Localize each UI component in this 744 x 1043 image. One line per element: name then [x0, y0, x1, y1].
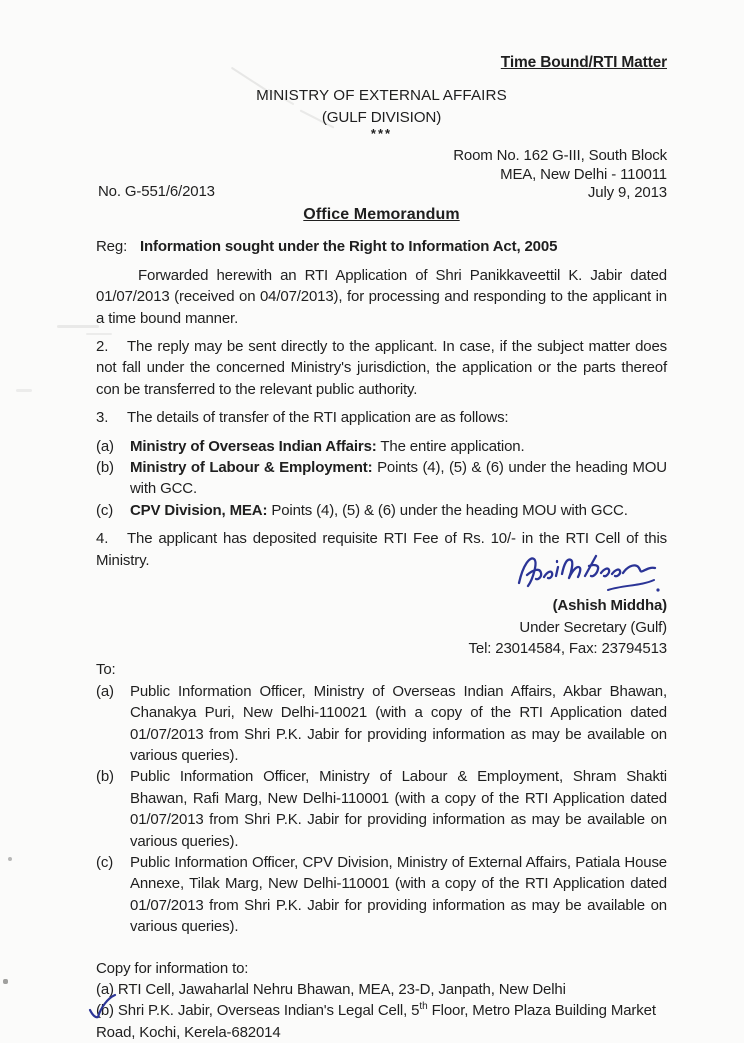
paragraph-3-text: The details of transfer of the RTI application are as follows:: [127, 409, 509, 427]
to-item-c: [96, 852, 667, 938]
transfer-c-dept: CPV Division, MEA:: [130, 501, 268, 519]
memo-date: July 9, 2013: [587, 184, 667, 202]
to-label: To:: [96, 661, 116, 679]
to-item-a: [96, 681, 667, 767]
subject-line: [96, 236, 667, 257]
transfer-list: [96, 436, 667, 522]
to-item-b: [96, 766, 667, 852]
division-heading: (GULF DIVISION): [321, 108, 442, 126]
paragraph-2-number: 2.: [96, 338, 109, 356]
transfer-b-dept: Ministry of Labour & Employment:: [130, 459, 373, 477]
paragraph-1: Forwarded herewith an RTI Application of Shri Panikkaveettil K. Jabir dated 01/07/2013 (received on 04/07/2013), for processing and responding to the applicant in a time bound manner.: [96, 266, 667, 327]
transfer-a-text: [130, 436, 667, 457]
copy-section: [96, 958, 667, 1043]
paragraph-2-text: The reply may be sent directly to the applicant. In case, if the subject matter does not fall under the concerned Ministry's jurisdiction, the application or the parts thereof con be transferred to the relevant public authority.: [96, 338, 667, 398]
copy-label: Copy for information to:: [96, 959, 249, 977]
reg-label: Reg:: [96, 238, 128, 256]
signature-block: [96, 595, 667, 659]
copy-b-text-pre: Shri P.K. Jabir, Overseas Indian's Legal Cell, 5: [117, 1002, 420, 1020]
copy-b-ordinal: th: [419, 1001, 428, 1013]
address-line-1: Room No. 162 G-III, South Block: [453, 147, 667, 165]
transfer-c-detail: Points (4), (5) & (6) under the heading MOU with GCC.: [271, 501, 628, 519]
copy-item-b: [96, 1000, 667, 1043]
to-b-text: Public Information Officer, Ministry of Labour & Employment, Shram Shakti Bhawan, Rafi Marg, New Delhi-110001 (with a copy of the RTI Application dated 01/07/2013 from Shri P.K. Jabir for providing information as may be available on various queries).: [130, 768, 667, 850]
signatory-name: (Ashish Middha): [552, 597, 667, 615]
transfer-a-detail: The entire application.: [380, 437, 525, 455]
paragraph-3-number: 3.: [96, 409, 109, 427]
copy-b-text-post: Floor, Metro Plaza Building Market Road, Kochi, Kerela-682014: [96, 1002, 656, 1041]
ministry-heading: MINISTRY OF EXTERNAL AFFAIRS: [256, 87, 507, 105]
to-b-marker: (b): [96, 768, 114, 786]
signatory-designation: Under Secretary (Gulf): [519, 618, 667, 636]
priority-tagline: Time Bound/RTI Matter: [500, 54, 667, 71]
address-file-row: [96, 147, 667, 203]
handwritten-tick-icon: [87, 993, 117, 1023]
to-list: [96, 681, 667, 938]
copy-b-marker-text: (b): [96, 1002, 114, 1020]
address-line-2: MEA, New Delhi - 110011: [500, 165, 667, 183]
transfer-c-marker: (c): [96, 501, 114, 519]
paragraph-4-number: 4.: [96, 530, 109, 548]
handwritten-signature: [513, 549, 663, 595]
transfer-item-a: [96, 436, 667, 457]
transfer-b-detail: Points (4), (5) & (6) under the heading MOU with GCC.: [130, 459, 667, 498]
copy-a-marker: (a): [96, 981, 114, 998]
to-a-marker: (a): [96, 682, 114, 700]
transfer-item-c: [96, 500, 667, 521]
transfer-a-marker: (a): [96, 437, 114, 455]
transfer-b-text: [130, 457, 667, 500]
transfer-b-marker: (b): [96, 459, 114, 477]
signatory-contact: Tel: 23014584, Fax: 23794513: [468, 639, 667, 657]
copy-a-text: RTI Cell, Jawaharlal Nehru Bhawan, MEA, 23-D, Janpath, New Delhi: [117, 981, 566, 998]
paragraph-3: [96, 407, 667, 428]
reg-subject: Information sought under the Right to Information Act, 2005: [140, 238, 558, 256]
to-c-marker: (c): [96, 853, 114, 871]
paragraph-4-text: The applicant has deposited requisite RTI Fee of Rs. 10/- in the RTI Cell of this Ministry.: [96, 530, 667, 569]
to-c-text: Public Information Officer, CPV Division, Ministry of External Affairs, Patiala House Annexe, Tilak Marg, New Delhi-110001 (with a copy of the RTI Application dated 01/07/2013 from Shri P.K. Jabir for providing information as may be available on various queries).: [130, 853, 667, 936]
to-a-text: Public Information Officer, Ministry of Overseas Indian Affairs, Akbar Bhawan, Chanakya Puri, New Delhi-110021 (with a copy of the RTI Application dated 01/07/2013 from Shri P.K. Jabir for providing information as may be available on various queries).: [130, 682, 667, 764]
paragraph-2: [96, 336, 667, 400]
memo-title: Office Memorandum: [303, 206, 460, 223]
transfer-c-text: [130, 500, 667, 521]
stars-separator: ***: [370, 126, 393, 142]
transfer-item-b: [96, 457, 667, 500]
copy-item-a: [96, 979, 667, 1000]
copy-b-text: [96, 1002, 656, 1040]
transfer-a-dept: Ministry of Overseas Indian Affairs:: [130, 437, 377, 455]
file-number: No. G-551/6/2013: [98, 182, 215, 200]
copy-b-marker: [96, 1000, 114, 1021]
